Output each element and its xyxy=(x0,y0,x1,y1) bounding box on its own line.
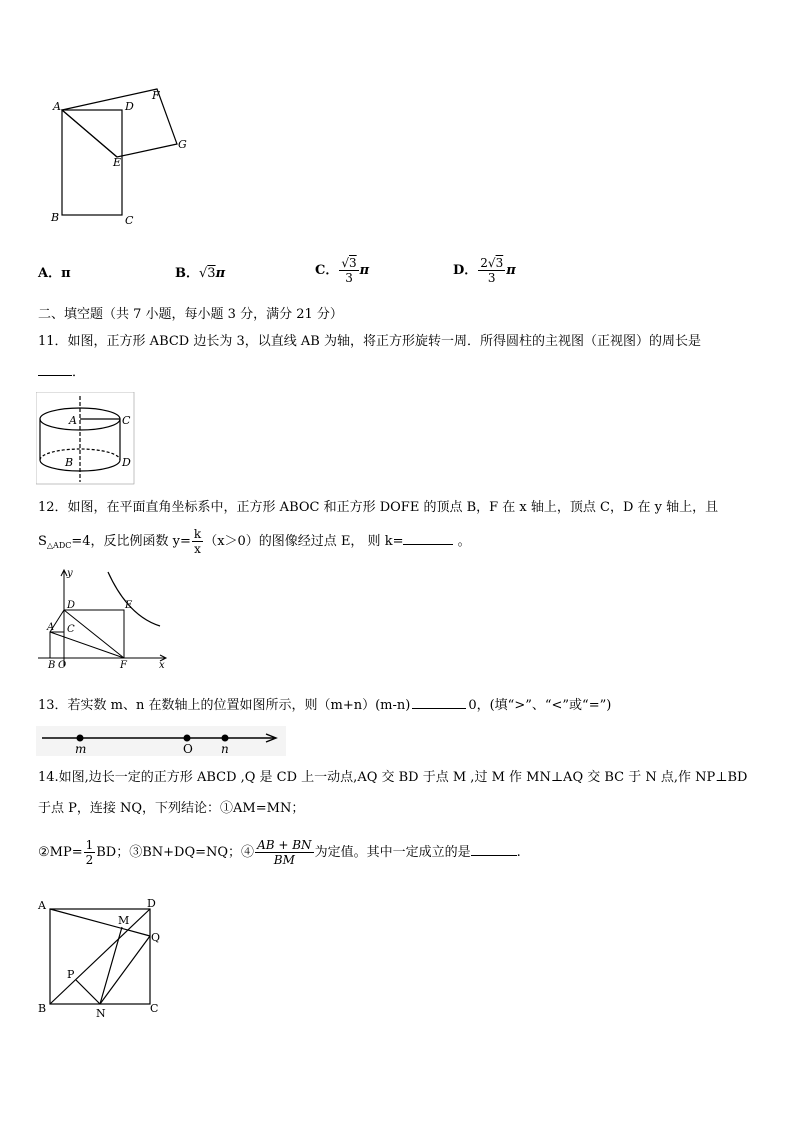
label-f: F xyxy=(152,89,160,102)
label-n: n xyxy=(221,742,229,756)
label-d: D xyxy=(67,600,76,611)
q11-figure xyxy=(36,392,136,486)
option-b-prefix: B． xyxy=(175,266,199,281)
square-aefg xyxy=(62,89,177,157)
option-d-coef: 2 xyxy=(480,256,488,270)
point-m xyxy=(77,735,84,742)
point-o xyxy=(184,735,191,742)
q14-line3 xyxy=(38,838,521,867)
label-f: F xyxy=(120,660,127,670)
label-g: G xyxy=(178,138,187,151)
label-c: C xyxy=(122,414,131,427)
line-np xyxy=(76,980,100,1004)
option-c-prefix: C． xyxy=(315,263,339,278)
label-a: A xyxy=(69,414,77,427)
q14-frac1-num: 1 xyxy=(85,838,94,852)
option-d-prefix: D． xyxy=(453,263,478,278)
option-b-radicand: 3 xyxy=(207,266,216,281)
q10-figure xyxy=(40,82,200,232)
label-o: O xyxy=(58,660,67,670)
label-q: Q xyxy=(151,931,161,944)
q12-end: 。 xyxy=(457,534,471,549)
label-e: E xyxy=(125,600,133,611)
q14-blank xyxy=(471,855,517,856)
label-n: N xyxy=(96,1007,106,1020)
label-b: B xyxy=(65,456,74,469)
line-nq xyxy=(100,936,150,1004)
q14-line1: 14.如图,边长一定的正方形 ABCD ,Q 是 CD 上一动点,AQ 交 BD 于点 M ,过 M 作 MN⊥AQ 交 BC 于 N 点,作 NP⊥BD xyxy=(38,770,748,785)
label-b: B xyxy=(51,211,60,224)
line-mn xyxy=(100,927,122,1004)
q11-blank xyxy=(38,375,72,376)
label-m: M xyxy=(118,914,130,927)
label-b: B xyxy=(48,660,56,670)
point-n xyxy=(222,735,229,742)
option-d: D． $\frac{2√3}{3}$ π xyxy=(453,256,516,285)
option-d-denominator: 3 xyxy=(487,271,496,285)
q14-mp: ②MP= xyxy=(38,845,83,860)
q11-answer-line xyxy=(38,364,85,382)
q12-blank xyxy=(403,544,453,545)
label-b: B xyxy=(38,1002,47,1015)
label-a: A xyxy=(38,899,46,912)
option-a: A．π xyxy=(38,266,71,281)
q13-text xyxy=(38,697,611,715)
q14-frac2-num: AB + BN xyxy=(257,838,312,852)
label-c: C xyxy=(67,624,75,635)
label-e: E xyxy=(113,156,122,169)
q13-number-line xyxy=(36,726,286,756)
label-d: D xyxy=(125,100,134,113)
q14-frac1-den: 2 xyxy=(85,853,94,867)
q14-frac2-den: BM xyxy=(273,853,295,867)
q12-subscript: △ADC xyxy=(46,541,72,550)
q14-mid: BD；③BN+DQ=NQ；④ xyxy=(96,845,255,860)
option-c: C． $\frac{√3}{3}$ π xyxy=(315,256,370,285)
q14-line2: 于点 P，连接 NQ，下列结论：①AM=MN； xyxy=(38,801,305,816)
q14-conclusion: 为定值。其中一定成立的是 xyxy=(314,845,471,860)
q12-frac-num: k xyxy=(193,527,202,541)
q14-figure xyxy=(34,896,164,1022)
label-a: A xyxy=(47,622,55,633)
q12-figure xyxy=(36,566,176,670)
option-b: B．√3π xyxy=(175,266,226,281)
q13-tail: 0，(填“>”、“<”或“=”) xyxy=(468,698,612,713)
q12-s: S xyxy=(38,534,47,549)
q12-eq: =4，反比例函数 y= xyxy=(71,534,191,549)
q12-cond: （x＞0）的图像经过点 E， 则 k= xyxy=(204,534,404,549)
hyperbola xyxy=(108,572,160,626)
label-y: y xyxy=(67,568,73,579)
label-x: x xyxy=(159,660,165,670)
label-a: A xyxy=(53,100,61,113)
label-o: O xyxy=(183,742,193,756)
q11-text: 11．如图，正方形 ABCD 边长为 3，以直线 AB 为轴，将正方形旋转一周．所得圆柱的主视图（正视图）的周长是 xyxy=(38,334,701,349)
option-c-pi: π xyxy=(359,263,370,278)
q14-end: . xyxy=(516,845,521,860)
q12-frac-den: x xyxy=(194,542,201,556)
option-b-pi: π xyxy=(215,266,226,281)
label-m: m xyxy=(75,742,87,756)
label-d: D xyxy=(147,897,156,910)
q13-text-main: 13．若实数 m、n 在数轴上的位置如图所示，则（m+n）(m-n) xyxy=(38,698,411,713)
label-c: C xyxy=(125,214,134,227)
q12-line1: 12．如图，在平面直角坐标系中，正方形 ABOC 和正方形 DOFE 的顶点 B，F 在 x 轴上，顶点 C，D 在 y 轴上，且 xyxy=(38,500,719,515)
label-p: P xyxy=(67,968,75,981)
q11-tail: ． xyxy=(72,365,86,380)
label-d: D xyxy=(122,456,131,469)
label-c: C xyxy=(150,1002,159,1015)
option-c-numerator: 3 xyxy=(349,256,357,270)
section-heading: 二、填空题（共 7 小题，每小题 3 分，满分 21 分） xyxy=(38,307,343,322)
option-c-denominator: 3 xyxy=(345,271,353,285)
option-d-numerator: 3 xyxy=(495,256,504,270)
q12-line2 xyxy=(38,527,471,556)
option-d-pi: π xyxy=(506,263,516,278)
q13-blank xyxy=(412,708,466,709)
